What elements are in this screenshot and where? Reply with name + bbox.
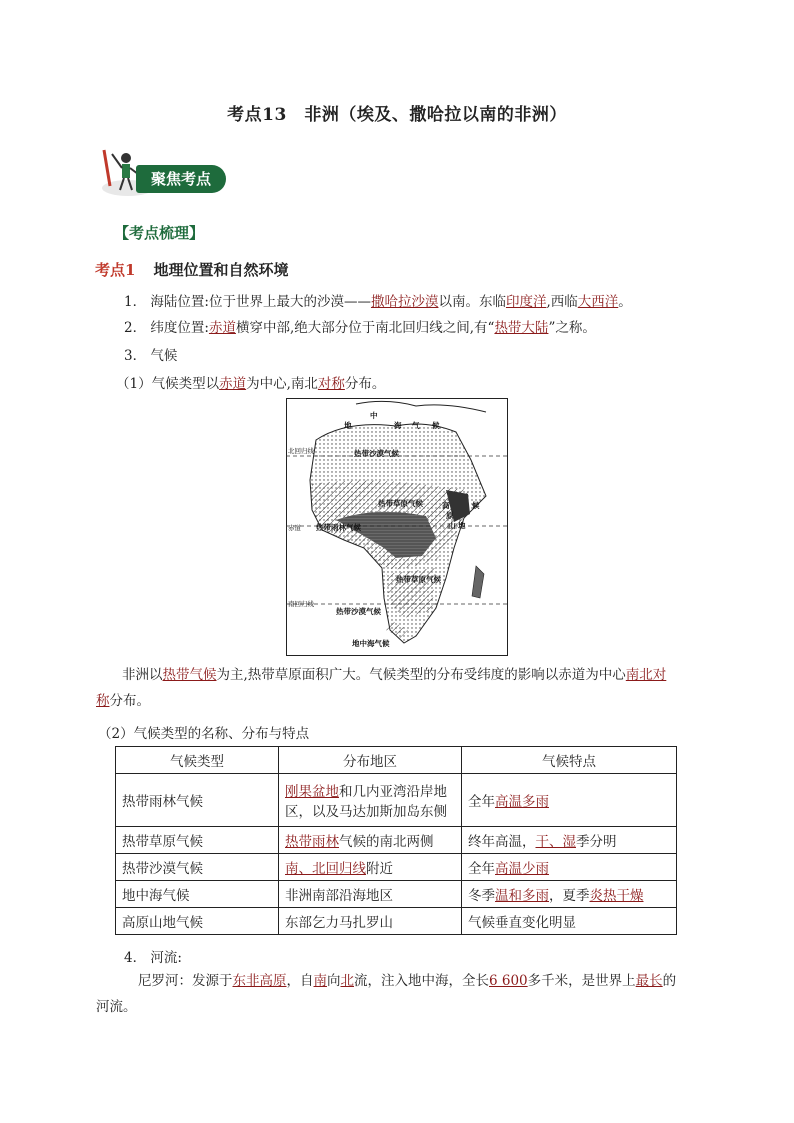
table-cell xyxy=(462,881,677,908)
item-4 xyxy=(124,946,182,966)
cell-text: 终年高温， xyxy=(468,834,536,850)
item-1 xyxy=(124,290,632,310)
map-label-hou: 候 xyxy=(432,421,440,430)
table-cell: 热带雨林气候 xyxy=(116,774,279,827)
table-cell: 东部乞力马扎罗山 xyxy=(279,908,462,935)
answer: 赤道 xyxy=(208,320,236,336)
answer: 撒哈拉沙漠 xyxy=(370,294,439,310)
africa-climate-map xyxy=(286,398,508,656)
map-label-med-s: 地中海气候 xyxy=(352,639,390,648)
answer: 南北对 xyxy=(625,667,667,683)
answer: 干、湿 xyxy=(535,834,576,850)
cell-text: 全年 xyxy=(468,794,495,810)
text: 流，注入地中海，全长 xyxy=(354,973,489,989)
answer: 东非高原 xyxy=(232,973,287,989)
item-number: 3． xyxy=(124,348,147,364)
table-cell: 非洲南部沿海地区 xyxy=(279,881,462,908)
item-text: （1）气候类型以 xyxy=(116,376,220,392)
map-label-savanna-s: 热带草原气候 xyxy=(396,575,441,584)
answer: 炎热干燥 xyxy=(589,888,644,904)
subitem-2: （2）气候类型的名称、分布与特点 xyxy=(98,726,310,742)
item-number: 4． xyxy=(124,950,147,966)
answer: 印度洋 xyxy=(505,294,547,310)
table-cell: 热带草原气候 xyxy=(116,827,279,854)
answer: 大西洋 xyxy=(577,294,619,310)
cell-text: ，夏季 xyxy=(549,888,590,904)
item-text: 纬度位置: xyxy=(150,320,209,336)
map-label-highland-d: 地 xyxy=(458,521,466,530)
map-label-desert-s: 热带沙漠气候 xyxy=(336,607,381,616)
item-text: 分布。 xyxy=(344,376,386,392)
table-row xyxy=(116,908,677,935)
map-label-highland-e: 候 xyxy=(472,501,480,510)
answer: 热带气候 xyxy=(162,667,217,683)
item-3 xyxy=(124,344,177,364)
page-title: 考点13 非洲（埃及、撒哈拉以南的非洲） xyxy=(227,105,567,125)
answer: 6 600 xyxy=(489,973,528,989)
item-text: 。 xyxy=(618,294,632,310)
text: 多千米，是世界上 xyxy=(527,973,636,989)
item-text: 气候 xyxy=(150,348,178,364)
table-cell: 气候垂直变化明显 xyxy=(462,908,677,935)
text: 非洲以 xyxy=(122,667,163,683)
answer: 赤道 xyxy=(219,376,247,392)
text: 分布。 xyxy=(109,693,150,709)
table-cell xyxy=(462,774,677,827)
map-label-equator: 赤道 xyxy=(288,525,301,532)
text: 尼罗河：发源于 xyxy=(138,973,233,989)
answer: 北 xyxy=(340,973,354,989)
point-number: 考点1 xyxy=(95,261,136,279)
table-cell: 热带沙漠气候 xyxy=(116,854,279,881)
focus-banner-label: 聚焦考点 xyxy=(136,165,226,193)
table-header: 气候特点 xyxy=(462,747,677,774)
text: 向 xyxy=(327,973,341,989)
text: 的 xyxy=(662,973,677,989)
answer: 最长 xyxy=(635,973,663,989)
map-label-desert-n: 热带沙漠气候 xyxy=(354,449,399,458)
item-text: 为中心,南北 xyxy=(246,376,318,392)
answer: 热带大陆 xyxy=(494,320,549,336)
text: ，自 xyxy=(286,973,314,989)
point-title: 地理位置和自然环境 xyxy=(153,261,289,279)
answer: 对称 xyxy=(317,376,345,392)
table-header: 分布地区 xyxy=(279,747,462,774)
climate-table xyxy=(115,746,677,935)
table-row xyxy=(116,774,677,827)
item-text: 河流: xyxy=(150,950,182,966)
cell-text: 附近 xyxy=(366,861,393,877)
table-cell: 地中海气候 xyxy=(116,881,279,908)
table-header-row xyxy=(116,747,677,774)
point-heading xyxy=(95,259,288,280)
answer: 温和多雨 xyxy=(495,888,549,904)
item-text: ,西临 xyxy=(546,294,578,310)
table-cell: 高原山地气候 xyxy=(116,908,279,935)
cell-text: 和几内亚湾沿岸地区，以及马达加斯加岛东侧 xyxy=(285,784,447,820)
map-label-sea: 海 xyxy=(394,421,402,430)
table-row xyxy=(116,854,677,881)
map-label-highland-c: 山 xyxy=(448,521,456,530)
answer: 高温多雨 xyxy=(495,794,549,810)
map-label-rainforest: 热带雨林气候 xyxy=(316,523,361,532)
nile-line-2: 河流。 xyxy=(96,999,137,1015)
map-label-qi: 气 xyxy=(412,421,420,430)
item-text: 海陆位置:位于世界上最大的沙漠—— xyxy=(150,294,371,310)
item-number: 1． xyxy=(124,294,147,310)
answer: 热带雨林 xyxy=(285,834,339,850)
item-number: 2． xyxy=(124,320,147,336)
item-2 xyxy=(124,316,596,336)
answer: 刚果盆地 xyxy=(285,784,339,800)
map-label-tropic-n: 北回归线 xyxy=(288,448,314,455)
answer: 称 xyxy=(96,693,110,709)
text: 为主,热带草原面积广大。气候类型的分布受纬度的影响以赤道为中心 xyxy=(216,667,626,683)
summary-line-2 xyxy=(96,688,150,714)
map-label-di: 地 xyxy=(344,421,352,430)
subitem-1 xyxy=(116,372,385,392)
cell-text: 季分明 xyxy=(576,834,617,850)
section-heading: 【考点梳理】 xyxy=(114,224,205,242)
cell-text: 气候的南北两侧 xyxy=(339,834,434,850)
answer: 高温少雨 xyxy=(495,861,549,877)
table-cell xyxy=(279,854,462,881)
table-cell xyxy=(279,827,462,854)
answer: 南、北回归线 xyxy=(285,861,366,877)
map-label-tropic-s: 南回归线 xyxy=(288,601,314,608)
summary-line-1 xyxy=(122,662,702,688)
item-text: 以南。东临 xyxy=(438,294,506,310)
table-cell xyxy=(462,827,677,854)
item-text: 横穿中部,绝大部分位于南北回归线之间,有“ xyxy=(235,320,495,336)
nile-line-1 xyxy=(138,968,708,994)
item-text: ”之称。 xyxy=(548,320,596,336)
cell-text: 冬季 xyxy=(468,888,495,904)
map-label-highland-a: 高 xyxy=(442,501,450,510)
table-header: 气候类型 xyxy=(116,747,279,774)
map-label-savanna-n: 热带草原气候 xyxy=(378,499,423,508)
table-row xyxy=(116,827,677,854)
table-cell xyxy=(279,774,462,827)
answer: 南 xyxy=(313,973,327,989)
cell-text: 全年 xyxy=(468,861,495,877)
map-label-mediterranean: 中 xyxy=(370,411,378,420)
table-row xyxy=(116,881,677,908)
map-label-highland-b: 原 xyxy=(446,511,454,520)
table-cell xyxy=(462,854,677,881)
